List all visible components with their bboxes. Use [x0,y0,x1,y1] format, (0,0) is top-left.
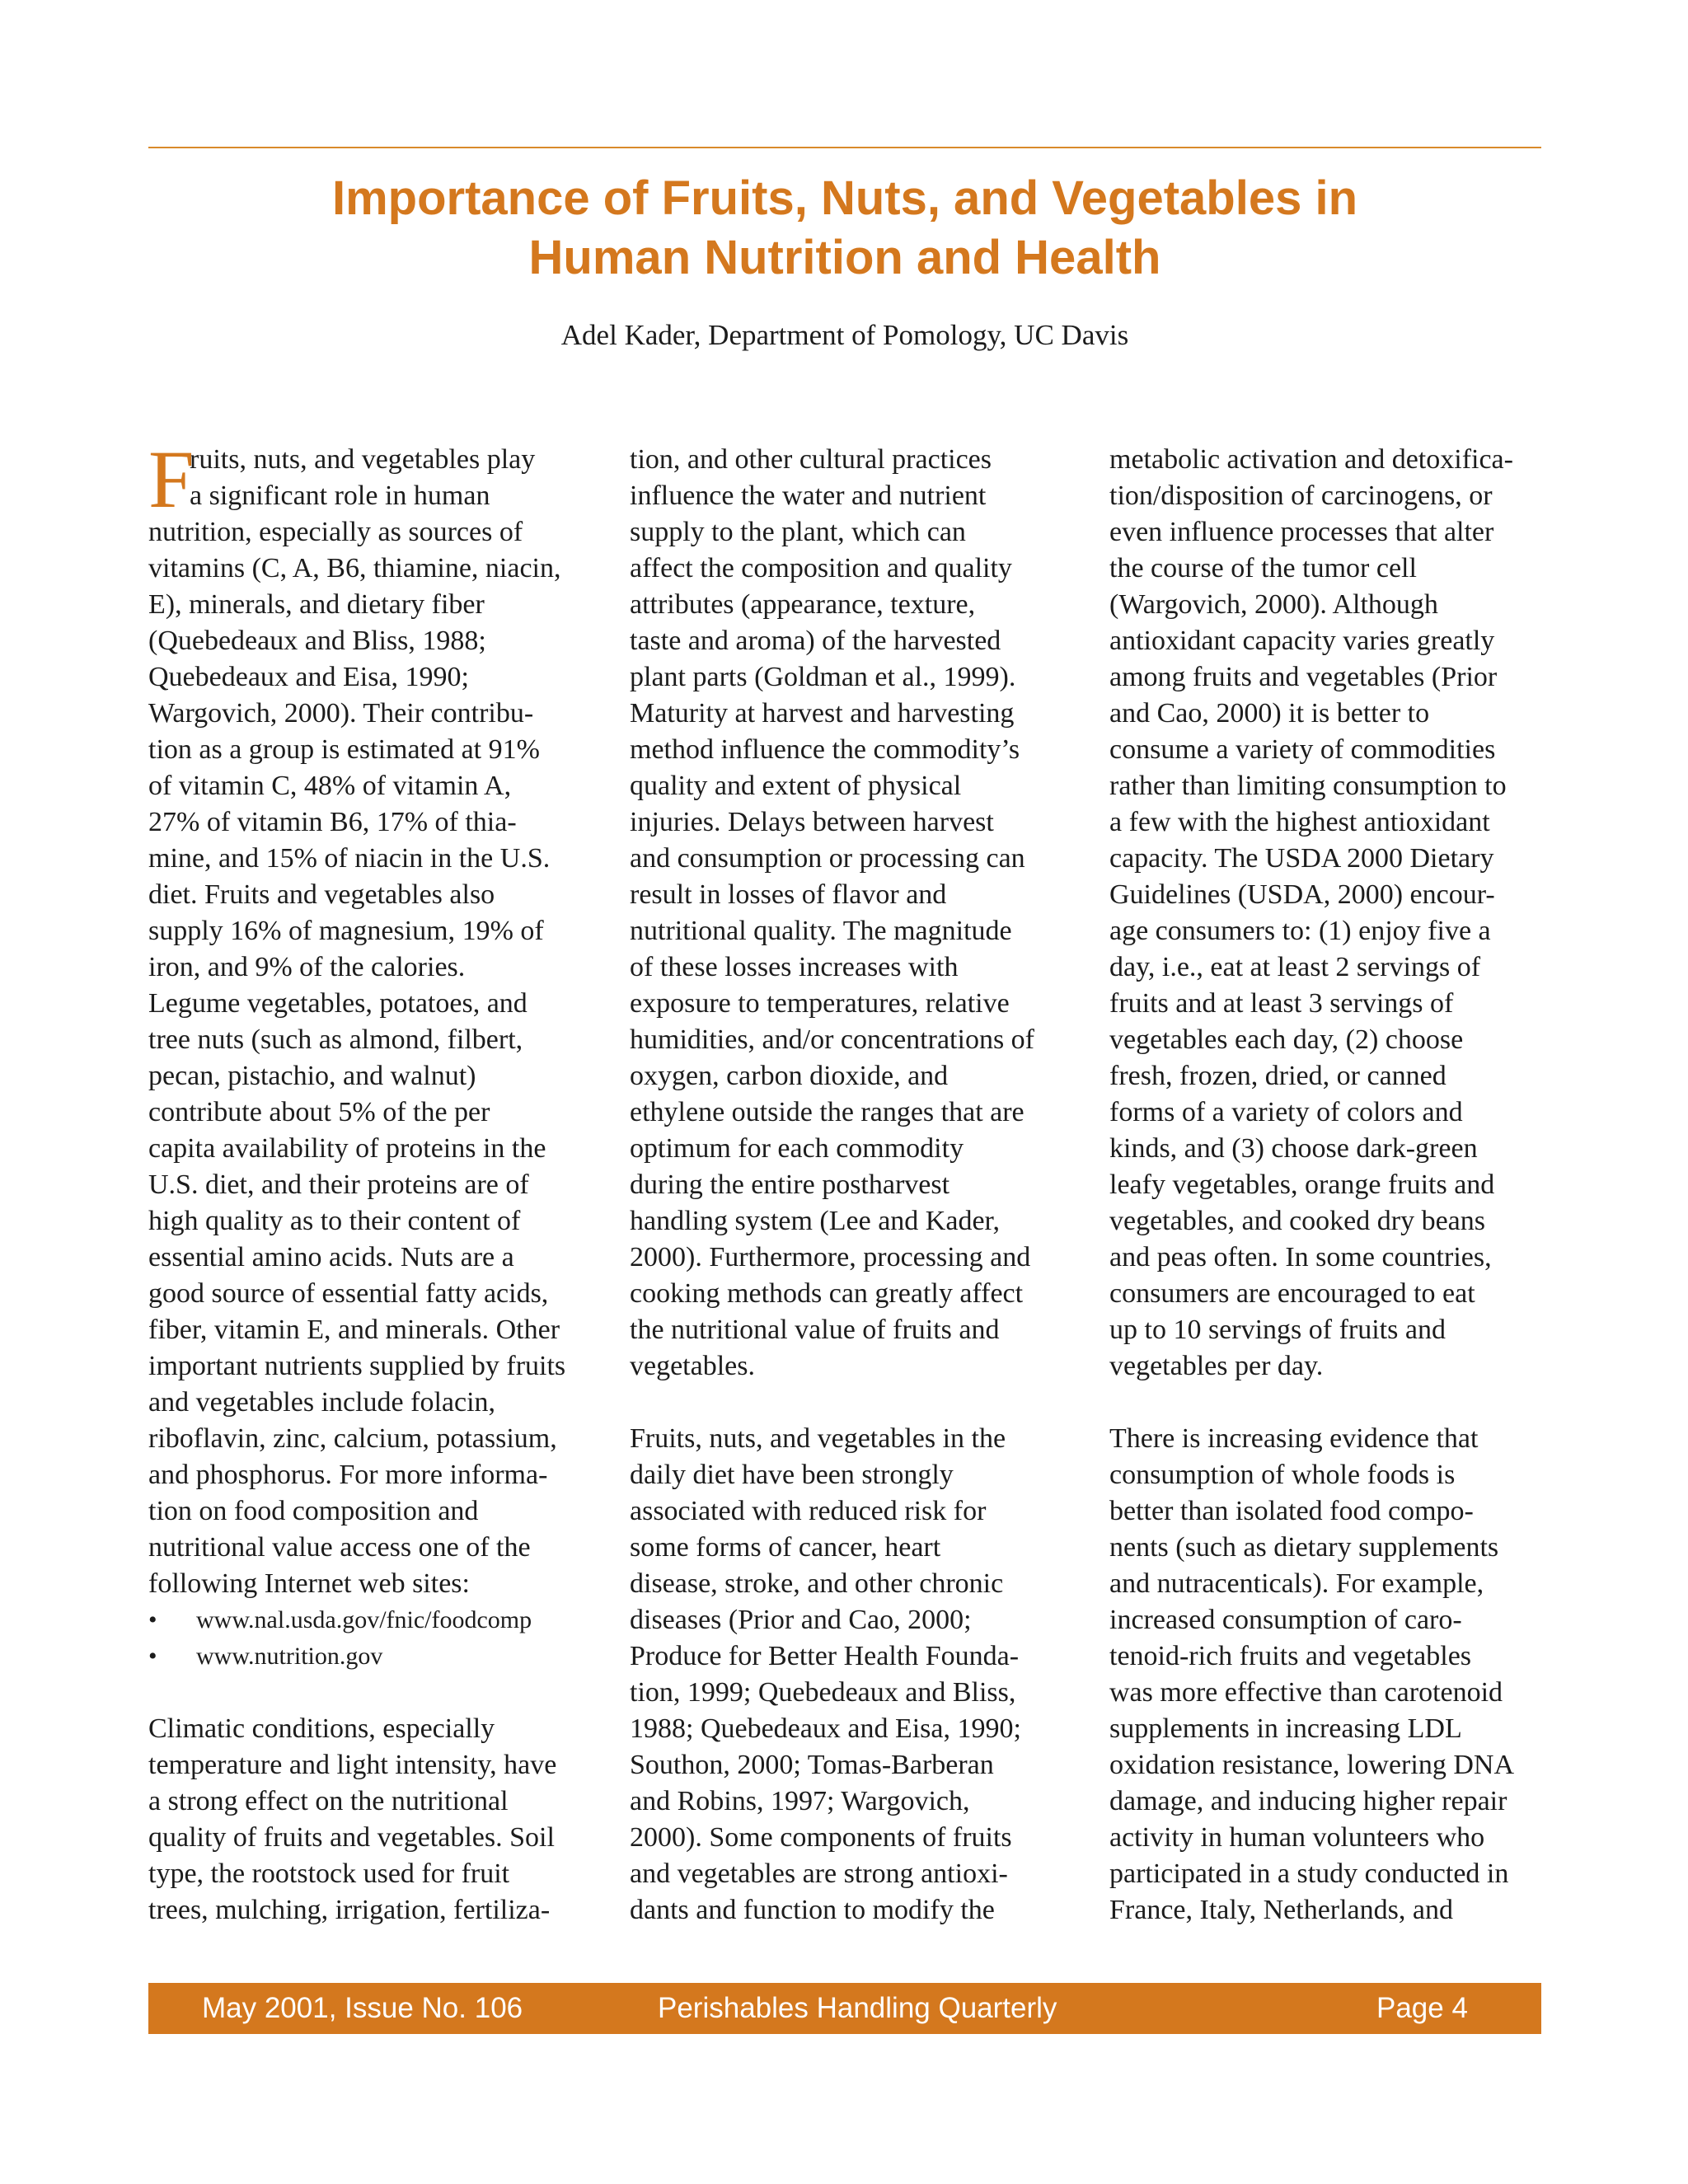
text-line: injuries. Delays between harvest [630,807,994,837]
text-line: temperature and light intensity, have [148,1750,557,1780]
paragraph-gap [148,1675,593,1711]
text-column-2 [630,442,1075,1929]
list-item-website [148,1638,593,1675]
text-line: essential amino acids. Nuts are a [148,1242,514,1272]
text-line: diseases (Prior and Cao, 2000; [630,1605,972,1635]
text-line: damage, and inducing higher repair [1109,1786,1507,1816]
text-line: dants and function to modify the [630,1895,995,1925]
text-line: quality and extent of physical [630,771,962,801]
text-line: Southon, 2000; Tomas-Barberan [630,1750,994,1780]
text-line: Guidelines (USDA, 2000) encour- [1109,879,1495,910]
text-line: fiber, vitamin E, and minerals. Other [148,1315,560,1345]
text-line: ruits, nuts, and vegetables play [190,444,536,475]
text-line: U.S. diet, and their proteins are of [148,1169,529,1200]
text-line: a significant role in human [190,480,490,511]
article-title [148,169,1541,288]
text-line: was more effective than carotenoid [1109,1677,1503,1708]
paragraph-gap [1109,1385,1554,1421]
text-line: of these losses increases with [630,952,959,982]
text-line: tion, 1999; Quebedeaux and Bliss, [630,1677,1016,1708]
list-item-website [148,1602,593,1638]
text-line: tion, and other cultural practices [630,444,992,475]
text-line: capacity. The USDA 2000 Dietary [1109,843,1494,874]
text-line: affect the composition and quality [630,553,1012,583]
text-line: attributes (appearance, texture, [630,589,976,620]
text-line: disease, stroke, and other chronic [630,1568,1004,1599]
text-line: consumption of whole foods is [1109,1460,1456,1490]
text-line: up to 10 servings of fruits and [1109,1315,1446,1345]
text-line: capita availability of proteins in the [148,1133,546,1164]
text-line: the nutritional value of fruits and [630,1315,1000,1345]
text-line: and Cao, 2000) it is better to [1109,698,1430,729]
text-line: a strong effect on the nutritional [148,1786,509,1816]
text-line: following Internet web sites: [148,1568,470,1599]
text-line: among fruits and vegetables (Prior [1109,662,1498,692]
text-line: Legume vegetables, potatoes, and [148,988,528,1019]
text-line: oxidation resistance, lowering DNA [1109,1750,1514,1780]
text-line: Wargovich, 2000). Their contribu- [148,698,534,729]
text-line: ethylene outside the ranges that are [630,1097,1025,1127]
text-line: 2000). Some components of fruits [630,1822,1012,1853]
text-line: and consumption or processing can [630,843,1025,874]
text-line: influence the water and nutrient [630,480,987,511]
bullet-icon: • [148,1606,157,1633]
text-line: rather than limiting consumption to [1109,771,1507,801]
text-line: nutritional quality. The magnitude [630,916,1012,946]
bullet-icon: • [148,1643,157,1670]
text-line: high quality as to their content of [148,1206,521,1236]
text-line: tion as a group is estimated at 91% [148,734,540,765]
text-line: during the entire postharvest [630,1169,950,1200]
text-line: supply to the plant, which can [630,517,966,547]
text-line: vegetables, and cooked dry beans [1109,1206,1485,1236]
text-line: plant parts (Goldman et al., 1999). [630,662,1016,692]
drop-cap-paragraph-start [148,434,593,525]
text-line: mine, and 15% of niacin in the U.S. [148,843,551,874]
text-line: Climatic conditions, especially [148,1713,495,1744]
text-line: and peas often. In some countries, [1109,1242,1492,1272]
drop-cap: F [148,434,195,525]
text-line: of vitamin C, 48% of vitamin A, [148,771,512,801]
text-line: daily diet have been strongly [630,1460,954,1490]
text-line: supplements in increasing LDL [1109,1713,1462,1744]
text-line: and vegetables are strong antioxi- [630,1858,1008,1889]
paragraph [148,1711,593,1929]
text-line: the course of the tumor cell [1109,553,1417,583]
text-line: 1988; Quebedeaux and Eisa, 1990; [630,1713,1021,1744]
text-line: result in losses of flavor and [630,879,947,910]
text-line: quality of fruits and vegetables. Soil [148,1822,555,1853]
text-line: associated with reduced risk for [630,1496,987,1526]
text-line: good source of essential fatty acids, [148,1278,549,1309]
text-line: pecan, pistachio, and walnut) [148,1061,476,1091]
text-line: and nutracenticals). For example, [1109,1568,1484,1599]
text-line: participated in a study conducted in [1109,1858,1509,1889]
text-line: optimum for each commodity [630,1133,964,1164]
text-line: diet. Fruits and vegetables also [148,879,495,910]
text-line: taste and aroma) of the harvested [630,626,1001,656]
text-line: nents (such as dietary supplements [1109,1532,1499,1563]
text-line: Quebedeaux and Eisa, 1990; [148,662,469,692]
paragraph [630,1421,1075,1929]
text-line: nutrition, especially as sources of [148,517,523,547]
text-line: antioxidant capacity varies greatly [1109,626,1495,656]
text-line: fresh, frozen, dried, or canned [1109,1061,1447,1091]
text-line: tree nuts (such as almond, filbert, [148,1024,523,1055]
text-line: activity in human volunteers who [1109,1822,1485,1853]
text-line: Produce for Better Health Founda- [630,1641,1020,1671]
article-title-line-1: Importance of Fruits, Nuts, and Vegetables in [332,171,1357,225]
website-link[interactable]: www.nal.usda.gov/fnic/foodcomp [196,1606,532,1633]
text-line: and Robins, 1997; Wargovich, [630,1786,970,1816]
text-line: and vegetables include folacin, [148,1387,496,1418]
paragraph [1109,442,1554,1385]
footer-page-number: Page 4 [1376,1992,1468,2024]
text-column-1 [148,434,593,1929]
text-line: contribute about 5% of the per [148,1097,490,1127]
text-line: method influence the commodity’s [630,734,1020,765]
text-line: better than isolated food compo- [1109,1496,1474,1526]
text-line: cooking methods can greatly affect [630,1278,1024,1309]
text-line: age consumers to: (1) enjoy five a [1109,916,1491,946]
website-link[interactable]: www.nutrition.gov [196,1643,383,1670]
text-line: E), minerals, and dietary fiber [148,589,485,620]
text-line: oxygen, carbon dioxide, and [630,1061,949,1091]
text-line: trees, mulching, irrigation, fertiliza- [148,1895,551,1925]
paragraph [630,442,1075,1385]
article-title-line-2: Human Nutrition and Health [528,231,1161,284]
text-line: increased consumption of caro- [1109,1605,1462,1635]
text-line: humidities, and/or concentrations of [630,1024,1034,1055]
text-line: even influence processes that alter [1109,517,1494,547]
text-line: forms of a variety of colors and [1109,1097,1463,1127]
text-line: leafy vegetables, orange fruits and [1109,1169,1495,1200]
text-line: iron, and 9% of the calories. [148,952,466,982]
text-line: 27% of vitamin B6, 17% of thia- [148,807,517,837]
text-line: a few with the highest antioxidant [1109,807,1490,837]
text-line: vitamins (C, A, B6, thiamine, niacin, [148,553,561,583]
text-line: handling system (Lee and Kader, [630,1206,1000,1236]
footer-bar [148,1983,1541,2034]
text-line: consume a variety of commodities [1109,734,1496,765]
text-line: vegetables per day. [1109,1351,1324,1381]
paragraph-gap [630,1385,1075,1421]
text-line: tenoid-rich fruits and vegetables [1109,1641,1472,1671]
text-line: day, i.e., eat at least 2 servings of [1109,952,1481,982]
text-line: tion/disposition of carcinogens, or [1109,480,1493,511]
text-line: Maturity at harvest and harvesting [630,698,1015,729]
text-line: consumers are encouraged to eat [1109,1278,1475,1309]
author-byline: Adel Kader, Department of Pomology, UC Davis [560,319,1129,351]
text-line: vegetables each day, (2) choose [1109,1024,1464,1055]
text-line: some forms of cancer, heart [630,1532,941,1563]
text-line: fruits and at least 3 servings of [1109,988,1454,1019]
text-line: 2000). Furthermore, processing and [630,1242,1031,1272]
text-line: supply 16% of magnesium, 19% of [148,916,544,946]
paragraph [148,514,593,1602]
text-line: France, Italy, Netherlands, and [1109,1895,1453,1925]
header-rule [148,147,1541,148]
text-column-3 [1109,442,1554,1929]
text-line: (Wargovich, 2000). Although [1109,589,1438,620]
text-line: kinds, and (3) choose dark-green [1109,1133,1478,1164]
footer-publication: Perishables Handling Quarterly [658,1992,1057,2024]
paragraph [1109,1421,1554,1929]
text-line: type, the rootstock used for fruit [148,1858,510,1889]
text-line: (Quebedeaux and Bliss, 1988; [148,626,486,656]
text-line: exposure to temperatures, relative [630,988,1010,1019]
text-line: Fruits, nuts, and vegetables in the [630,1423,1006,1454]
text-line: nutritional value access one of the [148,1532,531,1563]
text-line: There is increasing evidence that [1109,1423,1479,1454]
text-line: riboflavin, zinc, calcium, potassium, [148,1423,557,1454]
text-line: tion on food composition and [148,1496,479,1526]
text-line: and phosphorus. For more informa- [148,1460,548,1490]
footer-issue: May 2001, Issue No. 106 [202,1992,523,2024]
text-line: important nutrients supplied by fruits [148,1351,566,1381]
text-line: vegetables. [630,1351,755,1381]
text-line: metabolic activation and detoxifica- [1109,444,1513,475]
